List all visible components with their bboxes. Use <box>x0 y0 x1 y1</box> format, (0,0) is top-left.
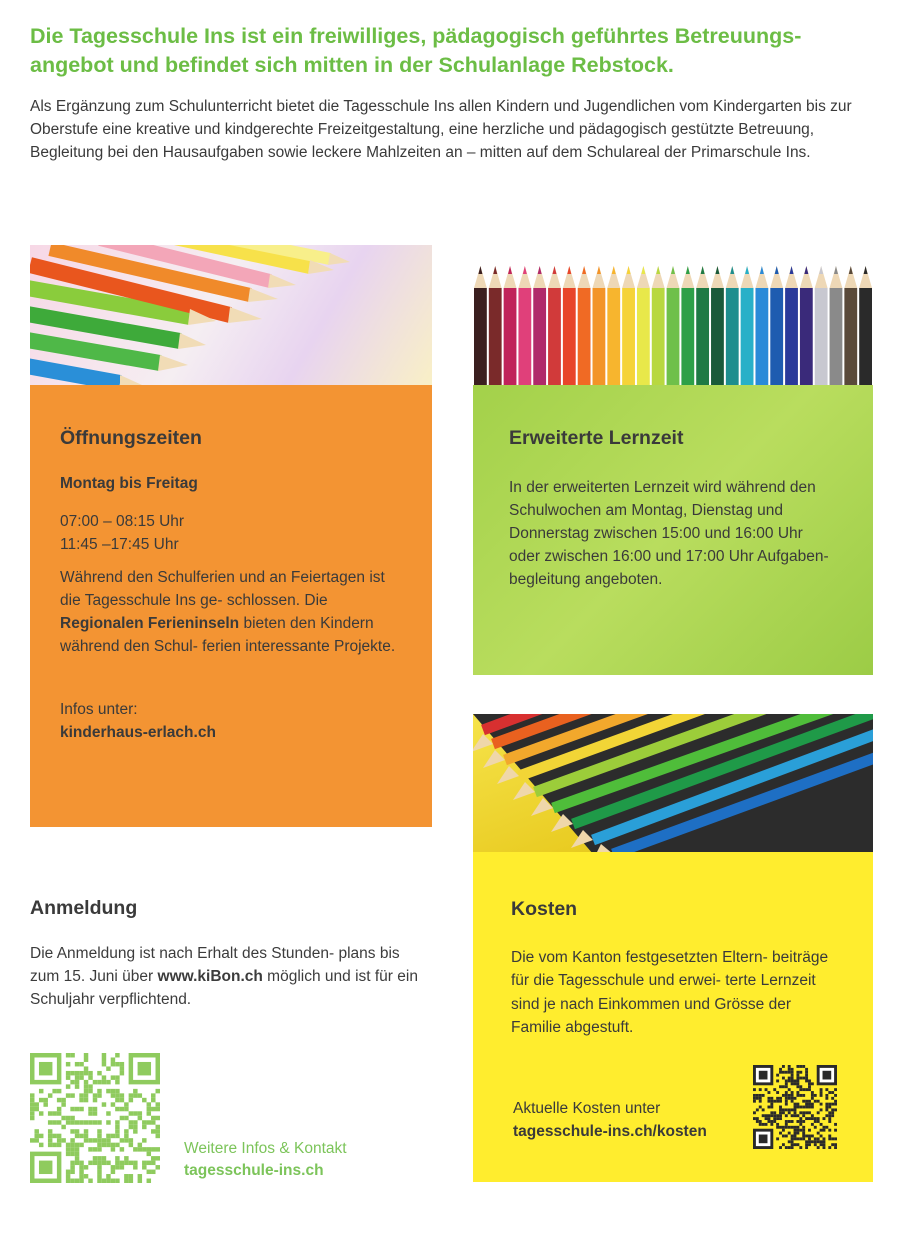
kinderhaus-link[interactable]: kinderhaus-erlach.ch <box>60 724 216 741</box>
pencils-diagonal-photo <box>30 245 432 385</box>
learning-time-text: In der erweiterten Lernzeit wird während den Schulwochen am Montag, Dienstag und Donnerstag zwischen 15:00 und 16:00 Uhr oder zwischen 16:00 und 17:00 Uhr Aufgaben- begleitung angeboten. <box>509 479 829 588</box>
pencils-row-photo <box>473 248 873 388</box>
headline: Die Tagesschule Ins ist ein freiwilliges, pädagogisch geführtes Betreuungs- angebot und befindet sich mitten in der Schulanlage Rebstock. <box>30 24 802 77</box>
pencil-box-photo <box>473 714 873 854</box>
opening-days: Montag bis Freitag <box>60 475 198 492</box>
costs-link-block <box>513 1097 707 1143</box>
costs-qr-code-icon[interactable] <box>753 1065 837 1149</box>
registration-section <box>30 897 430 1011</box>
opening-hours-box <box>30 385 432 827</box>
ferieninseln-link: Regionalen Ferieninseln <box>60 615 240 632</box>
contact-block <box>184 1138 347 1182</box>
contact-qr-code-icon[interactable] <box>30 1053 160 1183</box>
contact-link[interactable]: tagesschule-ins.ch <box>184 1162 324 1179</box>
pencils-row-drawing <box>473 248 873 388</box>
holiday-notice: Während den Schulferien und an Feiertagen ist die Tagesschule Ins ge- schlossen. Die Regionalen Ferieninseln bieten den Kindern während den Schul- ferien interessante Projekte. <box>60 569 396 655</box>
opening-time-morning: 07:00 – 08:15 Uhr <box>60 513 185 530</box>
opening-time-afternoon: 11:45 –17:45 Uhr <box>60 536 179 553</box>
info-label: Infos unter: <box>60 701 138 718</box>
contact-label: Weitere Infos & Kontakt <box>184 1140 347 1157</box>
intro-paragraph: Als Ergänzung zum Schulunterricht bietet die Tagesschule Ins allen Kindern und Jugendlichen vom Kindergarten bis zur Oberstufe eine kreative und kindgerechte Freizeitgestaltung, eine herzliche und pädagogisch gestützte Betreuung, Begleitung bei den Hausaufgaben sowie leckere Mahlzeiten an – mitten auf dem Schulareal der Primarschule Ins. <box>30 98 852 161</box>
learning-time-box <box>473 385 873 675</box>
opening-hours-title: Öffnungszeiten <box>60 427 202 449</box>
costs-link-label: Aktuelle Kosten unter <box>513 1100 661 1117</box>
registration-text: Die Anmeldung ist nach Erhalt des Stunden- plans bis zum 15. Juni über www.kiBon.ch möglich und ist für ein Schuljahr verpflichtend. <box>30 945 418 1008</box>
registration-title: Anmeldung <box>30 897 138 919</box>
costs-text: Die vom Kanton festgesetzten Eltern- beiträge für die Tagesschule und erwei- terte Lernzeit sind je nach Einkommen und Grösse der Familie abgestuft. <box>511 948 829 1036</box>
costs-title: Kosten <box>511 898 578 920</box>
pencils-drawing <box>30 245 432 385</box>
costs-link[interactable]: tagesschule-ins.ch/kosten <box>513 1123 707 1140</box>
pencil-box-drawing <box>473 714 873 854</box>
learning-time-title: Erweiterte Lernzeit <box>509 427 684 449</box>
kibon-link[interactable]: www.kiBon.ch <box>157 968 263 985</box>
